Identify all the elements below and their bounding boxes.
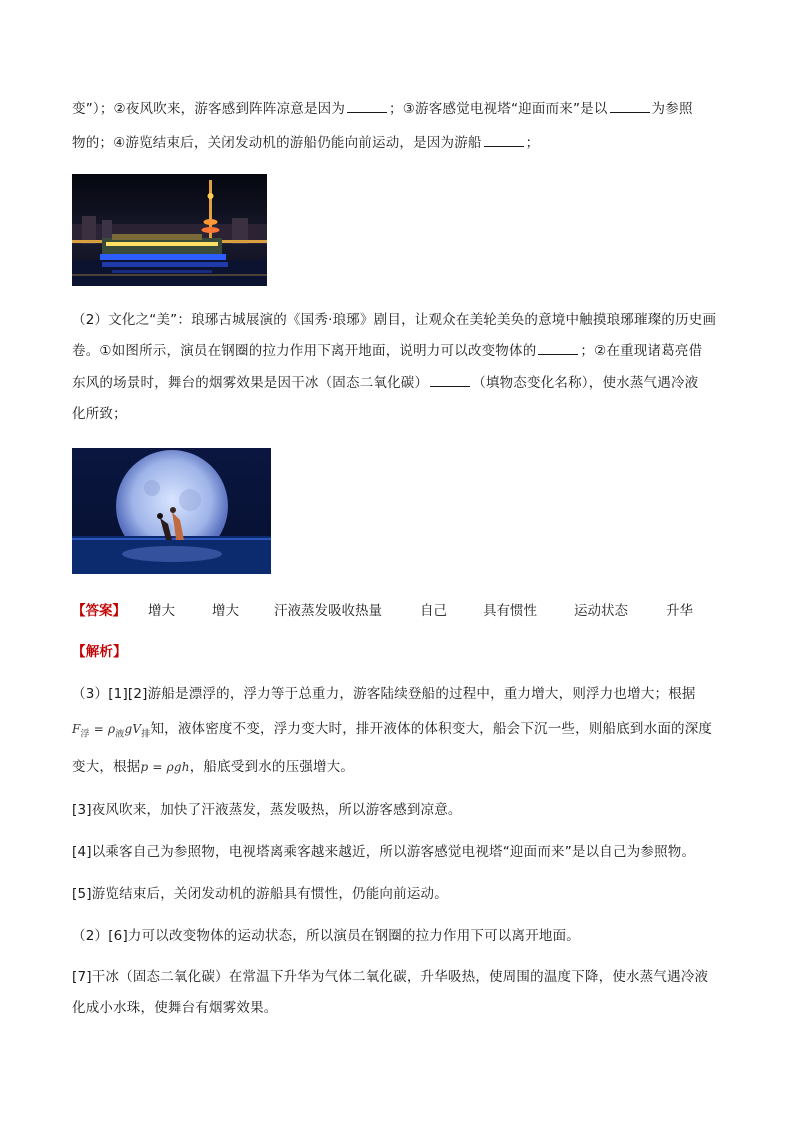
analysis-p1-line-2: $F_浮 = \rho_液gV_排$知，液体密度不变，浮力变大时，排开液体的体积变大，船会下沉一些，则船底到水面的深度: [72, 721, 713, 740]
answer-item: 升华: [666, 603, 693, 619]
analysis-p3: [4]以乘客自己为参照物，电视塔离乘客越来越近，所以游客感觉电视塔“迎面而来”是以自己为参照物。: [72, 844, 696, 860]
answer-item: 汗液蒸发吸收热量: [274, 603, 382, 619]
analysis-p1-line-3: 变大，根据p = ρgh，船底受到水的压强增大。: [72, 759, 355, 775]
analysis-p1-line-1: （3）[1][2]游船是漂浮的，浮力等于总重力，游客陆续登船的过程中，重力增大，则浮力也增大；根据: [72, 686, 696, 702]
analysis-p6-line-1: [7]干冰（固态二氧化碳）在常温下升华为气体二氧化碳，升华吸热，使周围的温度下降，使水蒸气遇冷液: [72, 969, 709, 985]
question-part2-line-2: 卷。①如图所示，演员在钢圈的拉力作用下离开地面，说明力可以改变物体的 ；②在重现诸葛亮借: [72, 343, 703, 359]
answer-item: 增大: [148, 603, 175, 619]
night-boat-photo: [72, 174, 267, 286]
answer-item: 运动状态: [574, 603, 628, 619]
analysis-p6-line-2: 化成小水珠，使舞台有烟雾效果。: [72, 1000, 278, 1016]
question-part2-line-4: 化所致；: [72, 406, 127, 422]
buoyancy-formula: $F_浮 = \rho_液gV_排$: [72, 722, 151, 740]
analysis-p5: （2）[6]力可以改变物体的运动状态，所以演员在钢圈的拉力作用下可以离开地面。: [72, 928, 581, 944]
question-line-1: 变”）；②夜风吹来，游客感到阵阵凉意是因为 ；③游客感觉电视塔“迎面而来”是以 为参照: [72, 101, 693, 117]
answer-blank: [538, 342, 578, 355]
answer-blank: [484, 134, 524, 147]
moon-stage-photo: [72, 448, 271, 574]
answer-blank: [610, 100, 650, 113]
question-line-2: 物的；④游览结束后，关闭发动机的游船仍能向前运动，是因为游船 ；: [72, 135, 540, 151]
answer-blank: [347, 100, 387, 113]
answer-label: 【答案】: [72, 603, 126, 619]
question-part2-line-3: 东风的场景时，舞台的烟雾效果是因干冰（固态二氧化碳） （填物态变化名称），使水蒸气遇冷液: [72, 375, 699, 391]
answer-item: 具有惯性: [483, 603, 537, 619]
answer-item: 自己: [420, 603, 447, 619]
analysis-label: 【解析】: [72, 644, 127, 660]
answer-blank: [430, 374, 470, 387]
analysis-p2: [3]夜风吹来，加快了汗液蒸发，蒸发吸热，所以游客感到凉意。: [72, 802, 462, 818]
analysis-p4: [5]游览结束后，关闭发动机的游船具有惯性，仍能向前运动。: [72, 886, 448, 902]
question-part2-line-1: （2）文化之“美”：琅琊古城展演的《国秀·琅琊》剧目，让观众在美轮美奂的意境中触摸琅琊璀璨的历史画: [72, 312, 717, 328]
answer-item: 增大: [212, 603, 239, 619]
pressure-formula: p = ρgh: [140, 760, 190, 774]
